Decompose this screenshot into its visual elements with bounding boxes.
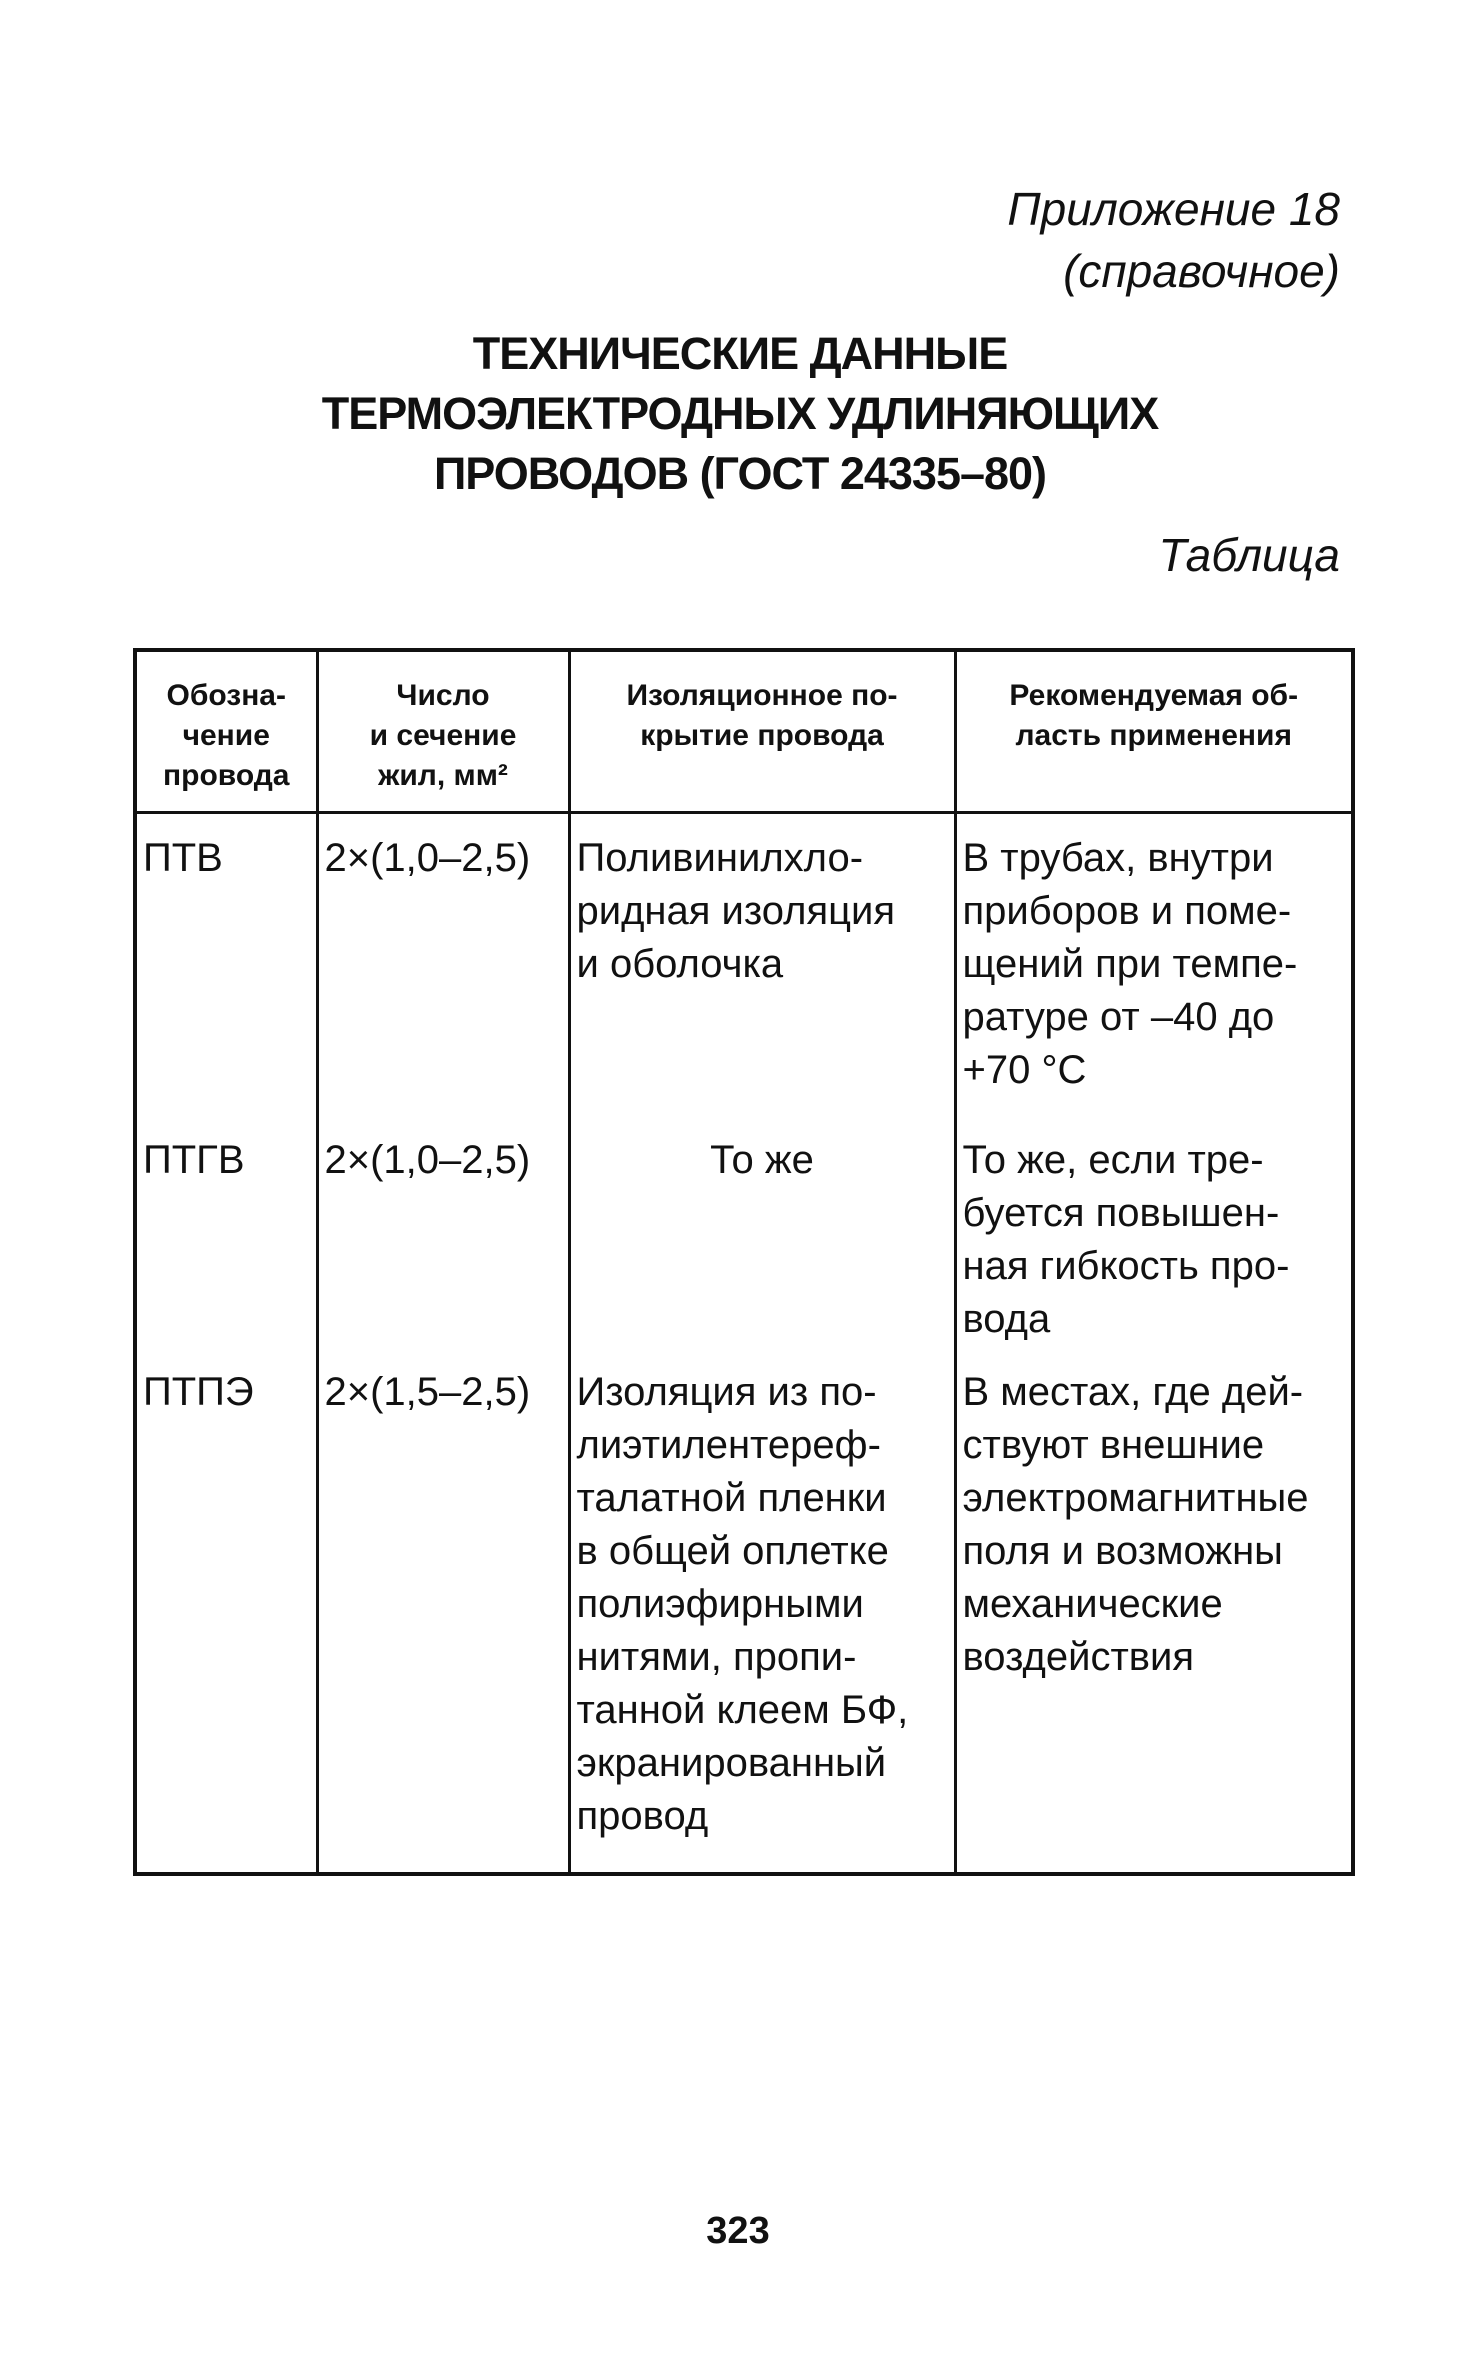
table-caption: Таблица bbox=[1158, 529, 1340, 581]
header-insulation: Изоляционное по- крытие провода bbox=[569, 650, 955, 812]
cell-cores: 2×(1,0–2,5) bbox=[317, 1134, 569, 1366]
cell-application: В местах, где дей- ствуют внешние электромагнитные поля и возможны механические воздействия bbox=[955, 1366, 1353, 1874]
title-line: ПРОВОДОВ (ГОСТ 24335–80) bbox=[433, 448, 1047, 499]
cell-designation: ПТПЭ bbox=[135, 1366, 317, 1874]
wire-data-table bbox=[133, 648, 1355, 1876]
table-header-row bbox=[135, 650, 1353, 812]
cell-insulation: Изоляция из по- лиэтилентереф- талатной пленки в общей оплетке полиэфирными нитями, пропи- танной клеем БФ, экранированный провод bbox=[569, 1366, 955, 1874]
table-row bbox=[135, 1366, 1353, 1874]
cell-cores: 2×(1,5–2,5) bbox=[317, 1366, 569, 1874]
cell-designation: ПТВ bbox=[135, 812, 317, 1134]
cell-cores: 2×(1,0–2,5) bbox=[317, 812, 569, 1134]
appendix-type: (справочное) bbox=[1063, 245, 1340, 297]
document-title bbox=[240, 324, 1240, 504]
cell-application: То же, если тре- буется повышен- ная гибкость про- вода bbox=[955, 1134, 1353, 1366]
header-designation: Обозна- чение провода bbox=[135, 650, 317, 812]
title-line: ТЕХНИЧЕСКИЕ ДАННЫЕ bbox=[472, 328, 1008, 379]
cell-designation: ПТГВ bbox=[135, 1134, 317, 1366]
header-application: Рекомендуемая об- ласть применения bbox=[955, 650, 1353, 812]
header-cores: Число и сечение жил, мм² bbox=[317, 650, 569, 812]
page-number: 323 bbox=[706, 2210, 770, 2252]
cell-insulation: То же bbox=[569, 1134, 955, 1366]
title-line: ТЕРМОЭЛЕКТРОДНЫХ УДЛИНЯЮЩИХ bbox=[321, 388, 1159, 439]
cell-insulation: Поливинилхло- ридная изоляция и оболочка bbox=[569, 812, 955, 1134]
cell-application: В трубах, внутри приборов и поме- щений при темпе- ратуре от –40 до +70 °С bbox=[955, 812, 1353, 1134]
table-row bbox=[135, 1134, 1353, 1366]
appendix-label bbox=[640, 178, 1340, 302]
table-row bbox=[135, 812, 1353, 1134]
appendix-number: Приложение 18 bbox=[1007, 183, 1340, 235]
